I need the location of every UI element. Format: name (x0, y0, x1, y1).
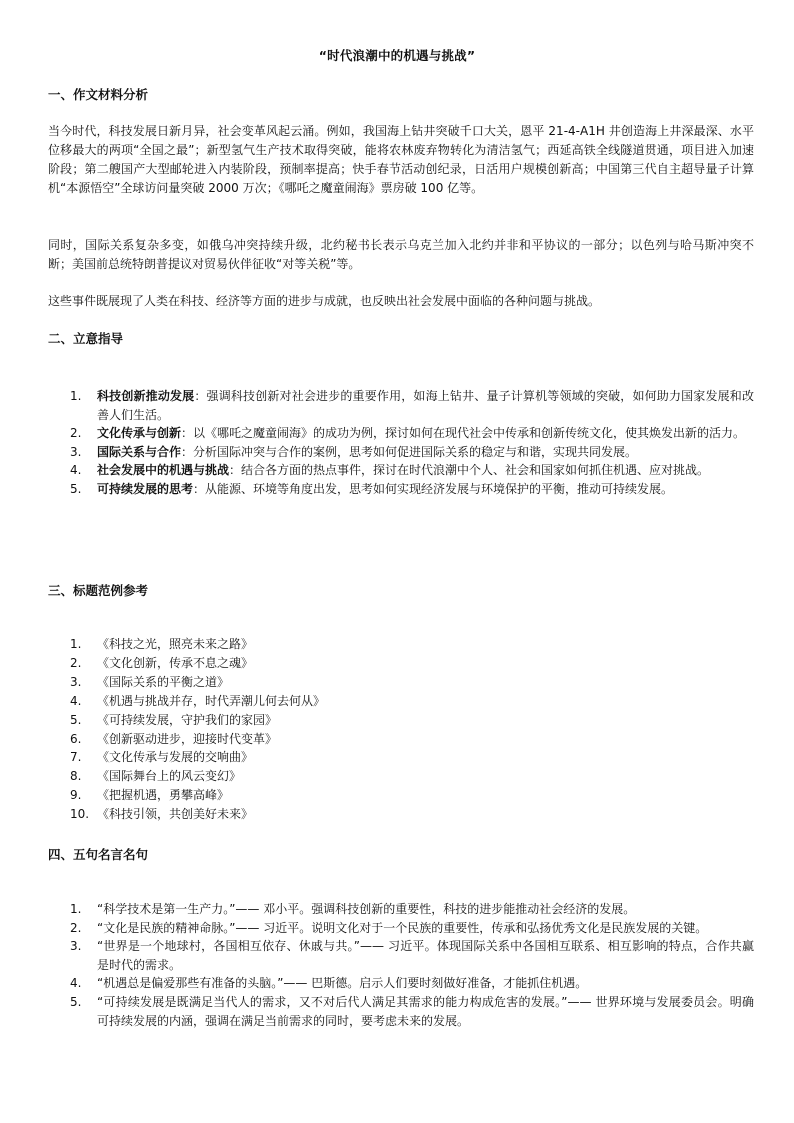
list-number: 4. (70, 463, 82, 477)
list-item (48, 974, 754, 993)
list-number: 1. (70, 902, 82, 916)
quote-text: “世界是一个地球村，各国相互依存、休戚与共。”—— 习近平。体现国际关系中各国相互联系、相互影响的特点，合作共赢是时代的需求。 (97, 939, 754, 972)
quote-text: “科学技术是第一生产力。”—— 邓小平。强调科技创新的重要性，科技的进步能推动社会经济的发展。 (97, 902, 636, 916)
guidance-keyword: 国际关系与合作 (97, 444, 182, 459)
list-item (48, 900, 754, 919)
guidance-text: ：从能源、环境等角度出发，思考如何实现经济发展与环境保护的平衡，推动可持续发展。 (193, 481, 674, 496)
guidance-keyword: 可持续发展的思考 (97, 481, 194, 496)
list-number: 1. (70, 637, 82, 651)
list-number: 4. (70, 693, 82, 708)
guidance-text: ：分析国际冲突与合作的案例，思考如何促进国际关系的稳定与和谐，实现共同发展。 (181, 444, 638, 459)
guidance-keyword: 科技创新推动发展 (97, 389, 195, 403)
list-item (48, 730, 754, 749)
list-item (48, 805, 754, 824)
list-number: 1. (70, 389, 82, 403)
title-example-text: 《文化传承与发展的交响曲》 (97, 750, 254, 765)
paragraph-international-relations: 同时，国际关系复杂多变，如俄乌冲突持续升级，北约秘书长表示乌克兰加入北约并非和平协议的一部分；以色列与哈马斯冲突不断；美国前总统特朗普提议对贸易伙伴征收“对等关税”等。 (48, 238, 754, 271)
list-number: 3. (70, 674, 82, 689)
title-example-text: 《可持续发展，守护我们的家园》 (97, 712, 278, 727)
title-example-text: 《国际关系的平衡之道》 (97, 674, 230, 689)
paragraph-tech-developments: 当今时代，科技发展日新月异，社会变革风起云涌。例如，我国海上钻井突破千口大关，恩平 21-4-A1H 井创造海上井深最深、水平位移最大的两项“全国之最”；新型氢气生产技术取得突破，能将农林废弃物转化为清洁氢气；西延高铁全线隧道贯通，项目进入加速阶段；第二艘国产大型邮轮进入内装阶段，预制率提高；快手春节活动创纪录，日活用户规模创新高；中国第三代自主超导量子计算机“本源悟空”全球访问量突破 2000 万次；《哪吒之魔童闹海》票房破 100 亿等。 (48, 124, 754, 195)
list-item (48, 443, 754, 462)
list-number: 2. (70, 920, 82, 935)
list-number: 5. (70, 712, 82, 727)
list-number: 5. (70, 481, 82, 496)
section-heading-theme-guidance: 二、立意指导 (48, 331, 124, 346)
list-number: 8. (70, 769, 82, 784)
section-heading-famous-quotes: 四、五句名言名句 (48, 847, 149, 862)
quotes-list (48, 900, 754, 1030)
list-item (48, 424, 754, 443)
list-item (48, 937, 754, 974)
list-number: 4. (70, 976, 82, 991)
title-example-text: 《科技之光，照亮未来之路》 (97, 637, 254, 651)
title-example-text: 《机遇与挑战并存，时代弄潮儿何去何从》 (97, 693, 326, 708)
guidance-keyword: 社会发展中的机遇与挑战 (97, 463, 230, 477)
guidance-text: ：结合各方面的热点事件，探讨在时代浪潮中个人、社会和国家如何抓住机遇、应对挑战。 (229, 463, 710, 477)
list-item (48, 919, 754, 938)
list-item (48, 480, 754, 499)
list-number: 9. (70, 788, 82, 803)
section-heading-material-analysis: 一、作文材料分析 (48, 87, 149, 102)
list-item (48, 692, 754, 711)
list-item (48, 387, 754, 424)
guidance-text: ：强调科技创新对社会进步的重要作用，如海上钻井、量子计算机等领域的突破，如何助力国家发展和改善人们生活。 (97, 389, 754, 422)
quote-text: “可持续发展是既满足当代人的需求，又不对后代人满足其需求的能力构成危害的发展。”—— 世界环境与发展委员会。明确可持续发展的内涵，强调在满足当前需求的同时，要考虑未来的发展。 (97, 994, 754, 1028)
title-examples-list (48, 635, 754, 824)
guidance-text: ：以《哪吒之魔童闹海》的成功为例，探讨如何在现代社会中传承和创新传统文化，使其焕发出新的活力。 (181, 426, 746, 440)
list-number: 6. (70, 731, 82, 746)
guidance-keyword: 文化传承与创新 (97, 426, 182, 440)
list-item (48, 711, 754, 730)
list-item (48, 673, 754, 692)
list-item (48, 786, 754, 805)
list-number: 3. (70, 444, 82, 459)
list-item (48, 635, 754, 654)
quote-text: “文化是民族的精神命脉。”—— 习近平。说明文化对于一个民族的重要性，传承和弘扬优秀文化是民族发展的关键。 (97, 920, 708, 935)
list-number: 10. (70, 807, 90, 822)
list-item (48, 654, 754, 673)
document-title: “时代浪潮中的机遇与挑战” (318, 48, 476, 63)
list-item (48, 748, 754, 767)
title-example-text: 《创新驱动进步，迎接时代变革》 (97, 731, 278, 746)
section-heading-title-examples: 三、标题范例参考 (48, 583, 149, 598)
quote-text: “机遇总是偏爱那些有准备的头脑。”—— 巴斯德。启示人们要时刻做好准备，才能抓住机遇。 (97, 976, 588, 991)
list-item (48, 767, 754, 786)
title-example-text: 《国际舞台上的风云变幻》 (97, 769, 242, 784)
list-item (48, 461, 754, 480)
list-number: 7. (70, 750, 82, 765)
title-example-text: 《科技引领，共创美好未来》 (97, 807, 254, 822)
title-example-text: 《文化创新，传承不息之魂》 (97, 655, 254, 670)
list-item (48, 993, 754, 1030)
title-example-text: 《把握机遇，勇攀高峰》 (97, 788, 230, 803)
list-number: 3. (70, 939, 82, 954)
list-number: 5. (70, 994, 82, 1009)
guidance-list (48, 387, 754, 498)
list-number: 2. (70, 655, 82, 670)
list-number: 2. (70, 426, 82, 440)
paragraph-summary: 这些事件既展现了人类在科技、经济等方面的进步与成就，也反映出社会发展中面临的各种问题与挑战。 (48, 294, 601, 308)
